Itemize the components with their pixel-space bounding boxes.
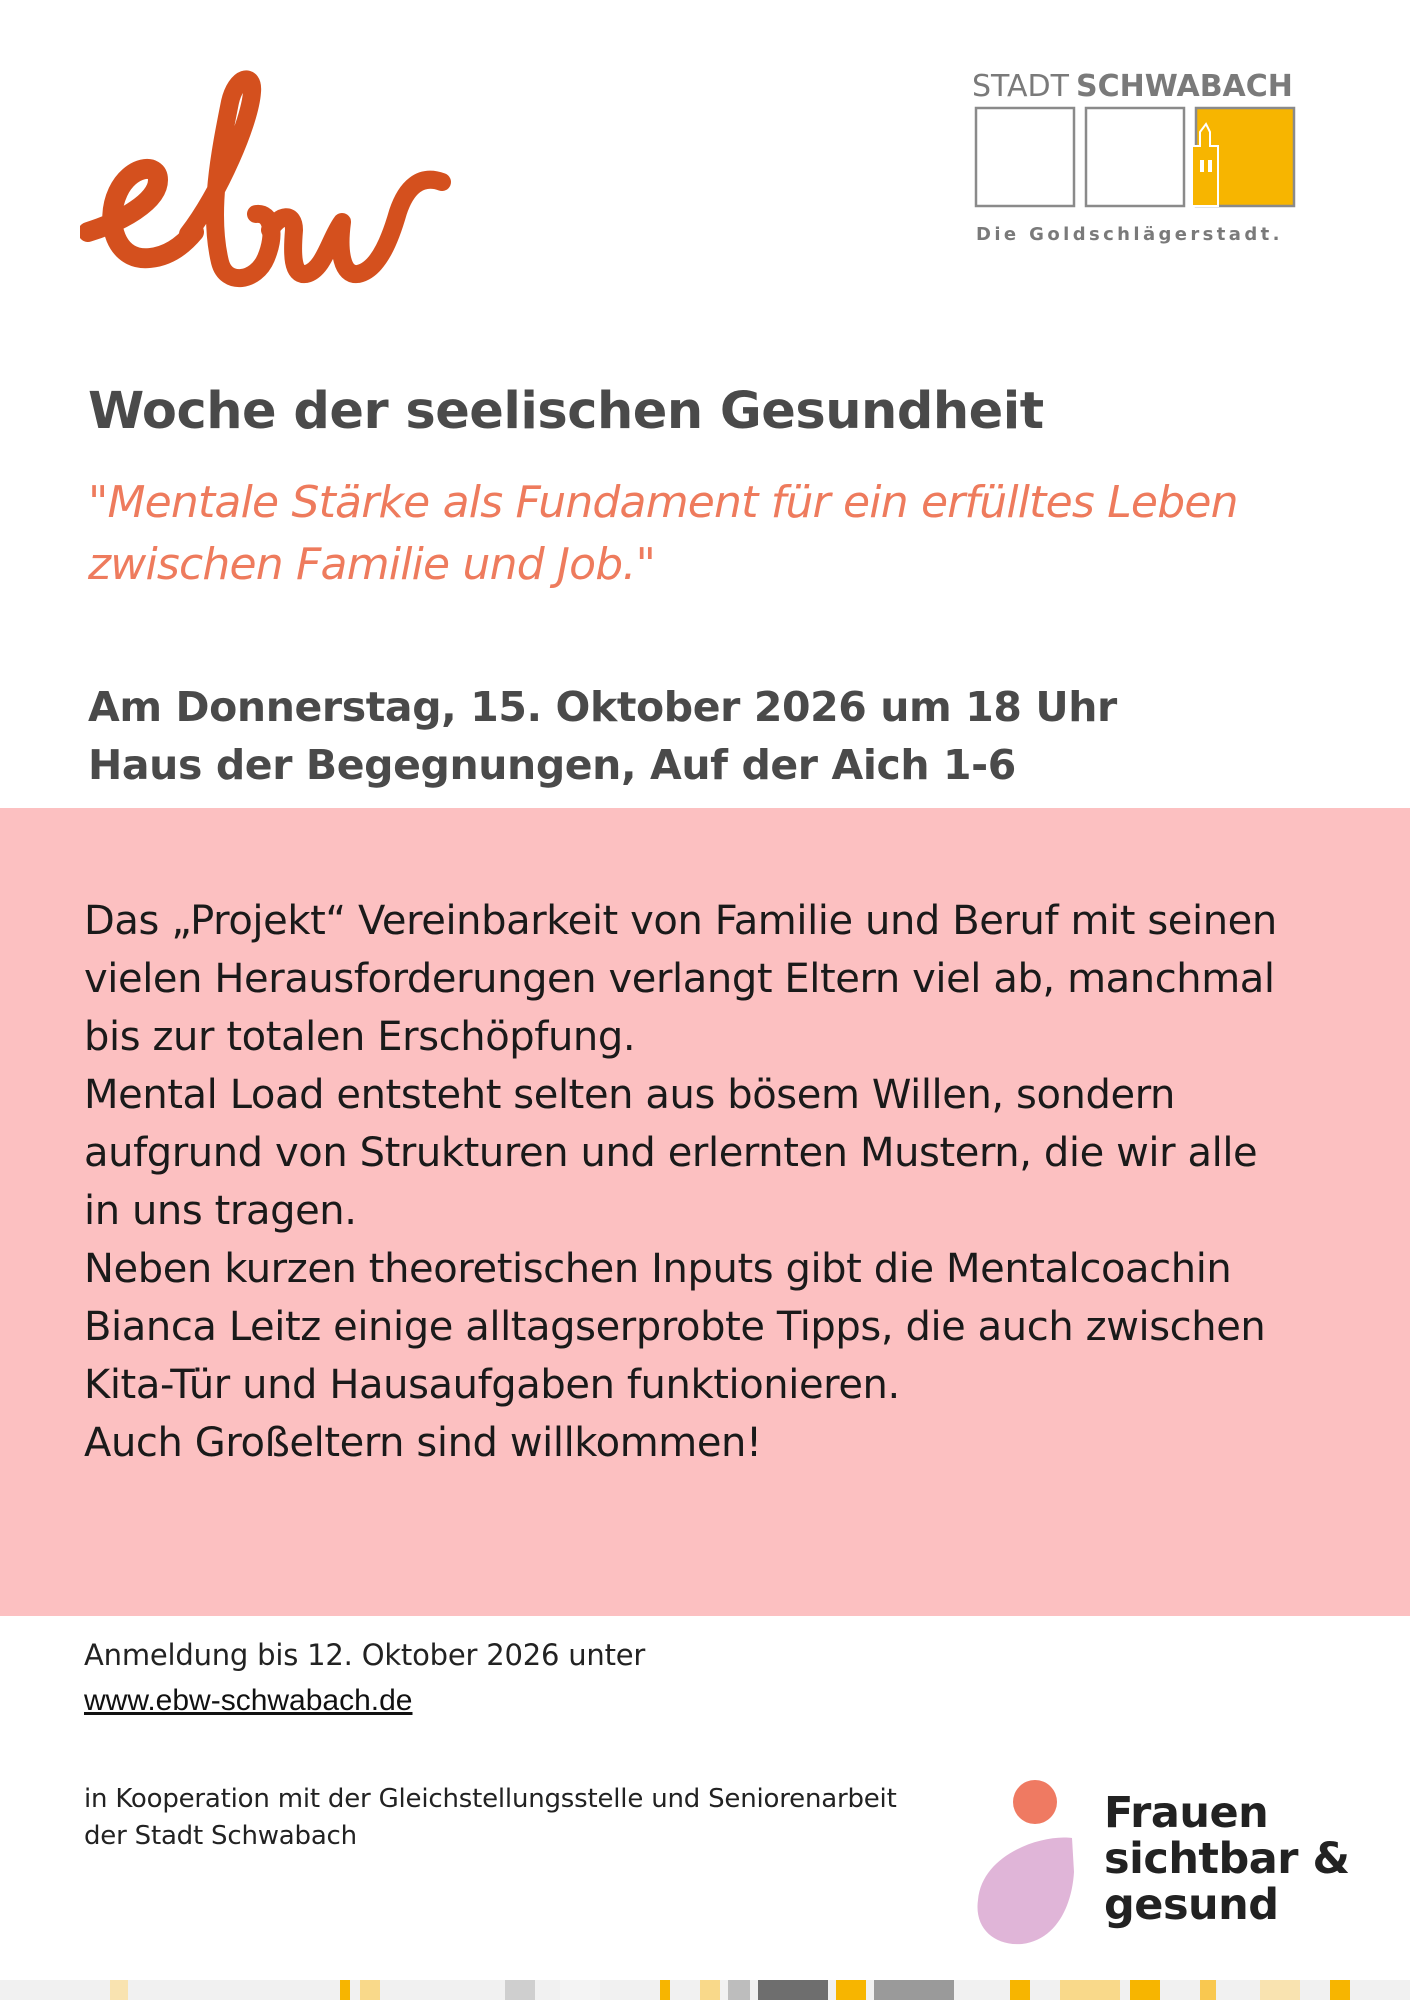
registration-link[interactable]: www.ebw-schwabach.de [84, 1684, 413, 1717]
description-line: vielen Herausforderungen verlangt Eltern viel ab, manchmal [84, 956, 1275, 1002]
motto-line: "Mentale Stärke als Fundament für ein erfülltes Leben [88, 477, 1238, 528]
event-date: Am Donnerstag, 15. Oktober 2026 um 18 Uhr [88, 683, 1117, 731]
stadt-logo-tagline: Die Goldschlägerstadt. [976, 224, 1283, 245]
ebw-logo [80, 62, 470, 322]
page-title: Woche der seelischen Gesundheit [88, 382, 1044, 441]
decorative-bottom-strip [0, 1980, 1410, 2000]
event-location: Haus der Begegnungen, Auf der Aich 1-6 [88, 741, 1016, 789]
motto-line: zwischen Familie und Job." [88, 539, 656, 590]
frauen-campaign-logo-mark [972, 1776, 1082, 1946]
stadt-logo-name-light: STADT [972, 69, 1069, 104]
motto [88, 472, 1338, 596]
description-line: in uns tragen. [84, 1188, 357, 1234]
description-line: bis zur totalen Erschöpfung. [84, 1014, 636, 1060]
stadt-logo-name-bold: SCHWABACH [1076, 69, 1293, 104]
cooperation-note [84, 1781, 897, 1855]
description-line: Das „Projekt“ Vereinbarkeit von Familie und Beruf mit seinen [84, 898, 1277, 944]
cooperation-line: in Kooperation mit der Gleichstellungsstelle und Seniorenarbeit [84, 1784, 897, 1814]
description-line: aufgrund von Strukturen und erlernten Mustern, die wir alle [84, 1130, 1258, 1176]
campaign-line: sichtbar & [1104, 1834, 1350, 1884]
description-line: Bianca Leitz einige alltagserprobte Tipps, die auch zwischen [84, 1304, 1266, 1350]
event-info [88, 678, 1117, 794]
description-line: Auch Großeltern sind willkommen! [84, 1420, 762, 1466]
campaign-line: gesund [1104, 1880, 1279, 1930]
frauen-campaign-wordmark [1104, 1790, 1349, 1928]
description-line: Mental Load entsteht selten aus bösem Willen, sondern [84, 1072, 1175, 1118]
description-text [84, 892, 1344, 1472]
registration-text: Anmeldung bis 12. Oktober 2026 unter [84, 1638, 646, 1672]
stadt-schwabach-logo [970, 66, 1310, 246]
campaign-line: Frauen [1104, 1788, 1269, 1838]
description-line: Kita-Tür und Hausaufgaben funktionieren. [84, 1362, 900, 1408]
description-line: Neben kurzen theoretischen Inputs gibt die Mentalcoachin [84, 1246, 1232, 1292]
cooperation-line: der Stadt Schwabach [84, 1821, 357, 1851]
